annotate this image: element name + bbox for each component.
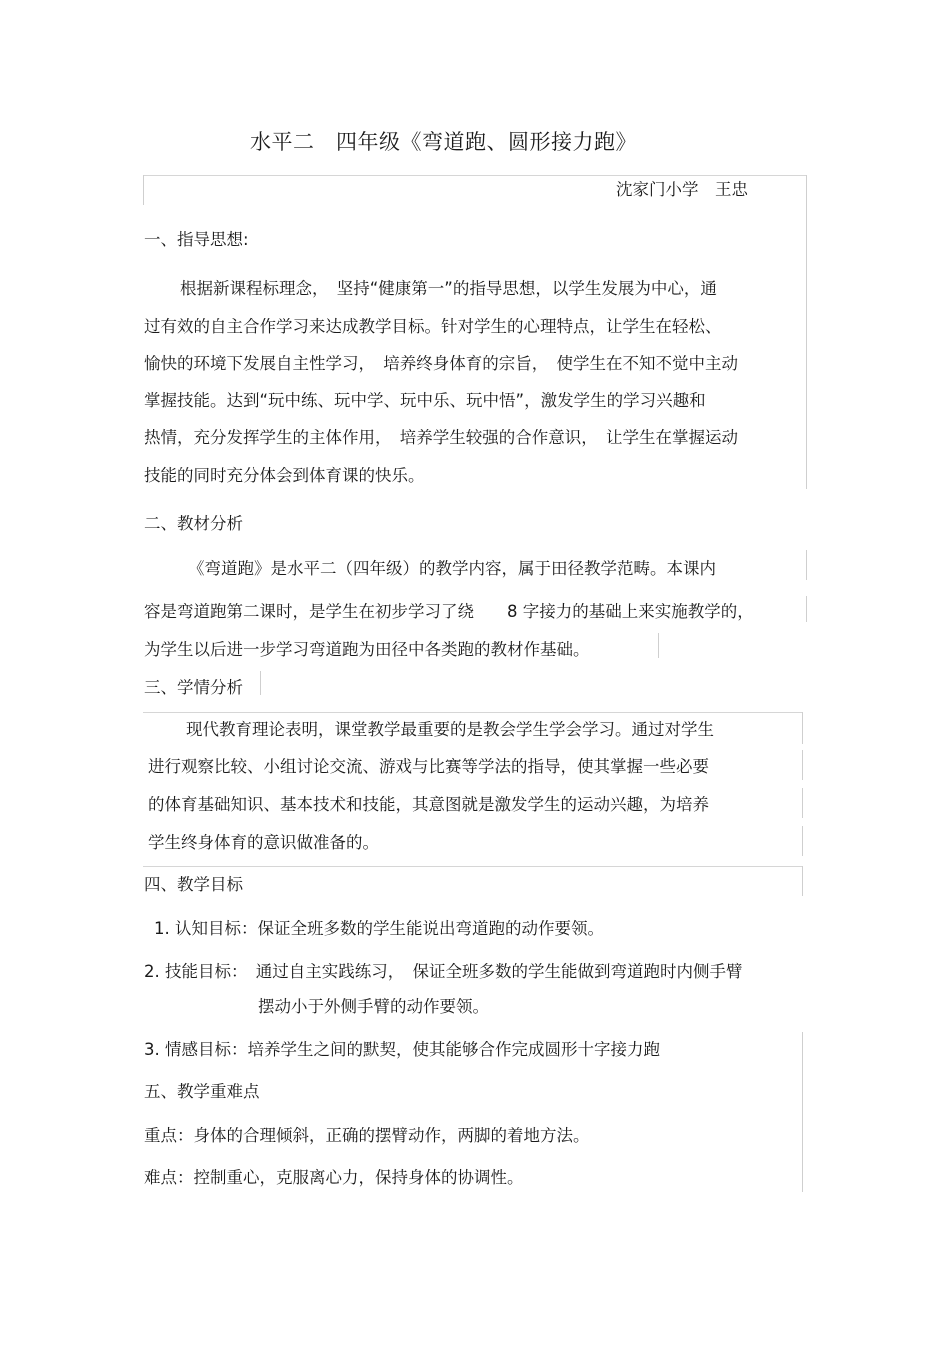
table-rule: [143, 866, 803, 867]
paragraph-line: 《弯道跑》是水平二（四年级）的教学内容，属于田径教学范畴。本课内: [188, 559, 716, 578]
table-rule: [806, 550, 807, 580]
table-rule: [260, 671, 261, 695]
paragraph-line: 进行观察比较、小组讨论交流、游戏与比赛等学法的指导，使其掌握一些必要: [148, 757, 709, 776]
table-rule: [143, 175, 144, 205]
section-heading-material-analysis: 二、教材分析: [144, 514, 243, 533]
paragraph-line: 掌握技能。达到“玩中练、玩中学、玩中乐、玩中悟”，激发学生的学习兴趣和: [144, 391, 706, 410]
table-rule: [802, 750, 803, 780]
author-line: 沈家门小学 王忠: [616, 180, 748, 199]
section-heading-guiding-ideology: 一、指导思想:: [144, 230, 249, 249]
section-heading-key-points: 五、教学重难点: [144, 1082, 260, 1101]
paragraph-line: 的体育基础知识、基本技术和技能，其意图就是激发学生的运动兴趣，为培养: [148, 795, 709, 814]
paragraph-line: 容是弯道跑第二课时，是学生在初步学习了绕 8 字接力的基础上来实施教学的，: [144, 602, 754, 621]
table-rule: [802, 788, 803, 818]
key-point: 重点：身体的合理倾斜，正确的摆臂动作，两脚的着地方法。: [144, 1126, 590, 1145]
paragraph-line: 愉快的环境下发展自主性学习， 培养终身体育的宗旨， 使学生在不知不觉中主动: [144, 354, 738, 373]
goal-affective: 3. 情感目标：培养学生之间的默契，使其能够合作完成圆形十字接力跑: [144, 1040, 660, 1059]
section-heading-teaching-goals: 四、教学目标: [144, 875, 243, 894]
paragraph-line: 过有效的自主合作学习来达成教学目标。针对学生的心理特点，让学生在轻松、: [144, 317, 722, 336]
paragraph-line: 为学生以后进一步学习弯道跑为田径中各类跑的教材作基础。: [144, 640, 590, 659]
paragraph-line: 根据新课程标理念， 坚持“健康第一”的指导思想，以学生发展为中心，通: [180, 279, 717, 298]
page-title: 水平二 四年级《弯道跑、圆形接力跑》: [250, 130, 637, 154]
table-rule: [802, 826, 803, 856]
table-rule: [802, 712, 803, 744]
table-rule: [806, 596, 807, 622]
goal-skill-continued: 摆动小于外侧手臂的动作要领。: [258, 997, 489, 1016]
goal-skill: 2. 技能目标： 通过自主实践练习， 保证全班多数的学生能做到弯道跑时内侧手臂: [144, 962, 743, 981]
paragraph-line: 热情，充分发挥学生的主体作用， 培养学生较强的合作意识， 让学生在掌握运动: [144, 428, 738, 447]
table-rule: [806, 175, 807, 489]
paragraph-line: 现代教育理论表明，课堂教学最重要的是教会学生学会学习。通过对学生: [186, 720, 714, 739]
difficulty-point: 难点：控制重心，克服离心力，保持身体的协调性。: [144, 1168, 524, 1187]
goal-cognitive: 1. 认知目标：保证全班多数的学生能说出弯道跑的动作要领。: [154, 919, 604, 938]
table-rule: [802, 866, 803, 896]
section-heading-student-analysis: 三、学情分析: [144, 678, 243, 697]
paragraph-line: 技能的同时充分体会到体育课的快乐。: [144, 466, 425, 485]
table-rule: [143, 712, 803, 713]
table-rule: [802, 1032, 803, 1192]
paragraph-line: 学生终身体育的意识做准备的。: [148, 833, 379, 852]
table-rule: [658, 633, 659, 658]
